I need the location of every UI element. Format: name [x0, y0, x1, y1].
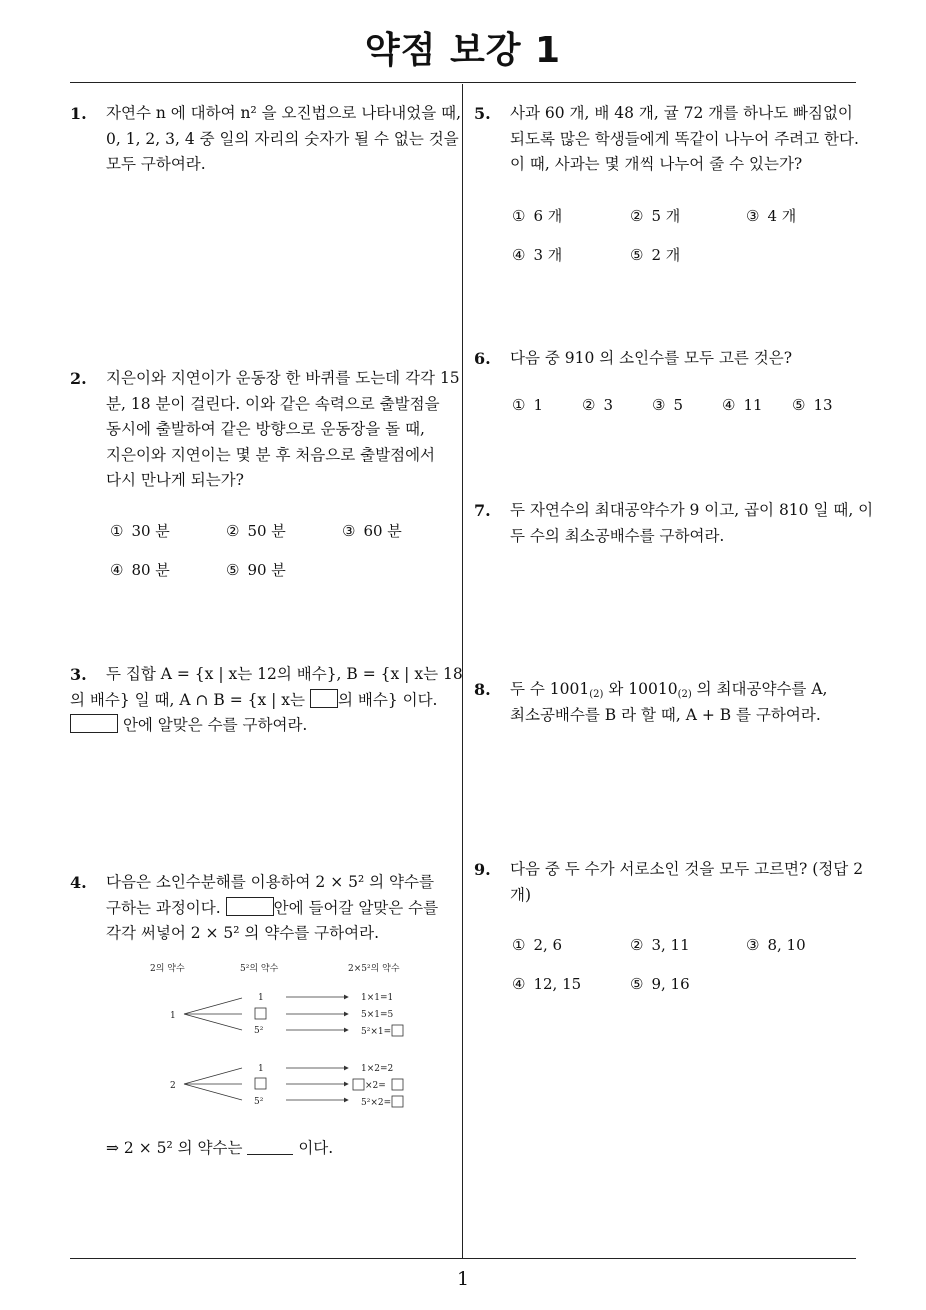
diagram-blank-box — [255, 1008, 266, 1019]
question-text-line: 분, 18 분이 걸린다. 이와 같은 속력으로 출발점을 — [106, 394, 440, 413]
question-text-line: 다음은 소인수분해를 이용하여 2 × 5² 의 약수를 — [106, 873, 434, 891]
choice-option[interactable]: ⑤ 9, 16 — [630, 975, 690, 993]
question-number: 3. — [70, 665, 87, 684]
choice-option[interactable]: ④ 12, 15 — [512, 975, 582, 993]
question-text-line: 다시 만나게 되는가? — [106, 471, 244, 489]
answer-blank-box[interactable] — [226, 897, 274, 916]
tree-branch — [184, 998, 242, 1014]
question-text-line: 지은이와 지연이가 운동장 한 바퀴를 도는데 각각 15 — [106, 369, 460, 387]
question-text-line: 자연수 n 에 대하여 n² 을 오진법으로 나타내었을 때, — [106, 104, 462, 122]
diagram-header: 2의 약수 — [150, 964, 185, 974]
bottom-rule — [70, 1258, 856, 1259]
question-text-line: 두 수의 최소공배수를 구하여라. — [510, 526, 725, 545]
diagram-result: 5²×2= — [361, 1098, 392, 1108]
diagram-header: 2×5²의 약수 — [348, 964, 400, 974]
choice-option[interactable]: ② 50 분 — [226, 522, 286, 540]
diagram-blank-box — [392, 1096, 403, 1107]
question-text-line: 두 자연수의 최대공약수가 9 이고, 곱이 810 일 때, 이 — [510, 501, 874, 519]
question-text-line: 각각 써넣어 2 × 5² 의 약수를 구하여라. — [106, 924, 379, 942]
tree-branch — [184, 1068, 242, 1084]
choice-option[interactable]: ④ 80 분 — [110, 561, 170, 579]
question-number: 9. — [474, 860, 491, 879]
question-number: 6. — [474, 349, 491, 368]
choice-option[interactable]: ③ 4 개 — [746, 207, 797, 225]
diagram-root: 2 — [170, 1081, 176, 1091]
tree-branch — [184, 1014, 242, 1030]
question-number: 2. — [70, 369, 87, 388]
q4-conclusion: ⇒ 2 × 5² 의 약수는 이다. — [106, 1139, 334, 1157]
choice-option[interactable]: ③ 8, 10 — [746, 936, 806, 954]
diagram-branch-label: 1 — [258, 1064, 264, 1074]
choice-option[interactable]: ④ 11 — [722, 396, 763, 414]
answer-blank-box[interactable] — [310, 689, 338, 708]
diagram-branch-label: 1 — [258, 993, 264, 1003]
diagram-blank-box — [255, 1078, 266, 1089]
question-text-line: 되도록 많은 학생들에게 똑같이 나누어 주려고 한다. — [510, 129, 859, 148]
answer-blank-line[interactable] — [247, 1140, 293, 1155]
page-title: 약점 보강 1 — [364, 30, 562, 71]
question-text-line: 개) — [510, 885, 532, 904]
choice-option[interactable]: ⑤ 90 분 — [226, 561, 286, 579]
question-text-line: 최소공배수를 B 라 할 때, A + B 를 구하여라. — [510, 705, 821, 724]
choice-option[interactable]: ② 5 개 — [630, 207, 681, 225]
diagram-result: 1×1=1 — [361, 993, 394, 1003]
question-text-line: 다음 중 두 수가 서로소인 것을 모두 고르면? (정답 2 — [510, 860, 864, 878]
choice-option[interactable]: ① 2, 6 — [512, 936, 563, 954]
question-text-line: 구하는 과정이다. 안에 들어갈 알맞은 수를 — [106, 898, 439, 917]
question-text-line: 모두 구하여라. — [106, 155, 206, 173]
diagram-result: 1×2=2 — [361, 1064, 394, 1074]
diagram-branch-label: 5² — [254, 1097, 264, 1107]
divisor-tree-diagram — [140, 958, 430, 1118]
question-text-line: 동시에 출발하여 같은 방향으로 운동장을 돌 때, — [106, 420, 425, 438]
question-text-line: 두 집합 A = {x | x는 12의 배수}, B = {x | x는 18 — [106, 665, 463, 683]
question-text-line: 안에 알맞은 수를 구하여라. — [70, 713, 437, 739]
choice-option[interactable]: ② 3, 11 — [630, 936, 690, 954]
choice-option[interactable]: ② 3 — [582, 396, 613, 414]
choice-option[interactable]: ⑤ 13 — [792, 396, 833, 414]
question-text-line: 지은이와 지연이는 몇 분 후 처음으로 출발점에서 — [106, 445, 436, 464]
choice-option[interactable]: ① 1 — [512, 396, 543, 414]
diagram-result: ×2= — [365, 1081, 386, 1091]
question-number: 8. — [474, 680, 491, 699]
choice-option[interactable]: ① 6 개 — [512, 207, 563, 225]
tree-branch — [184, 1084, 242, 1100]
diagram-blank-box — [392, 1025, 403, 1036]
question-number: 4. — [70, 873, 87, 892]
question-text-line: 의 배수} 일 때, A ∩ B = {x | x는 의 배수} 이다. — [70, 690, 438, 709]
choice-option[interactable]: ⑤ 2 개 — [630, 246, 681, 264]
diagram-blank-box — [353, 1079, 364, 1090]
choice-option[interactable]: ③ 5 — [652, 396, 683, 414]
question-text-line: 이 때, 사과는 몇 개씩 나누어 줄 수 있는가? — [510, 155, 803, 173]
question-text-line: 0, 1, 2, 3, 4 중 일의 자리의 숫자가 될 수 없는 것을 — [106, 129, 459, 148]
question-text-line: 두 수 $1001_{(2)}$ 와 $10010_{(2)}$ 의 최대공약수를 A, — [510, 680, 828, 700]
top-rule — [70, 82, 856, 83]
diagram-result: 5²×1= — [361, 1027, 392, 1037]
question-text-line: 사과 60 개, 배 48 개, 귤 72 개를 하나도 빠짐없이 — [510, 104, 853, 122]
choice-option[interactable]: ① 30 분 — [110, 522, 170, 540]
diagram-blank-box — [392, 1079, 403, 1090]
diagram-branch-label: 5² — [254, 1026, 264, 1036]
diagram-header: 5²의 약수 — [240, 964, 279, 974]
choice-option[interactable]: ③ 60 분 — [342, 522, 402, 540]
question-number: 5. — [474, 104, 491, 123]
choice-option[interactable]: ④ 3 개 — [512, 246, 563, 264]
diagram-result: 5×1=5 — [361, 1010, 394, 1020]
question-number: 7. — [474, 501, 491, 520]
answer-blank-box[interactable] — [70, 714, 118, 733]
question-number: 1. — [70, 104, 87, 123]
page-number: 1 — [456, 1268, 470, 1290]
diagram-root: 1 — [170, 1011, 176, 1021]
question-text-line: 다음 중 910 의 소인수를 모두 고른 것은? — [510, 349, 793, 367]
